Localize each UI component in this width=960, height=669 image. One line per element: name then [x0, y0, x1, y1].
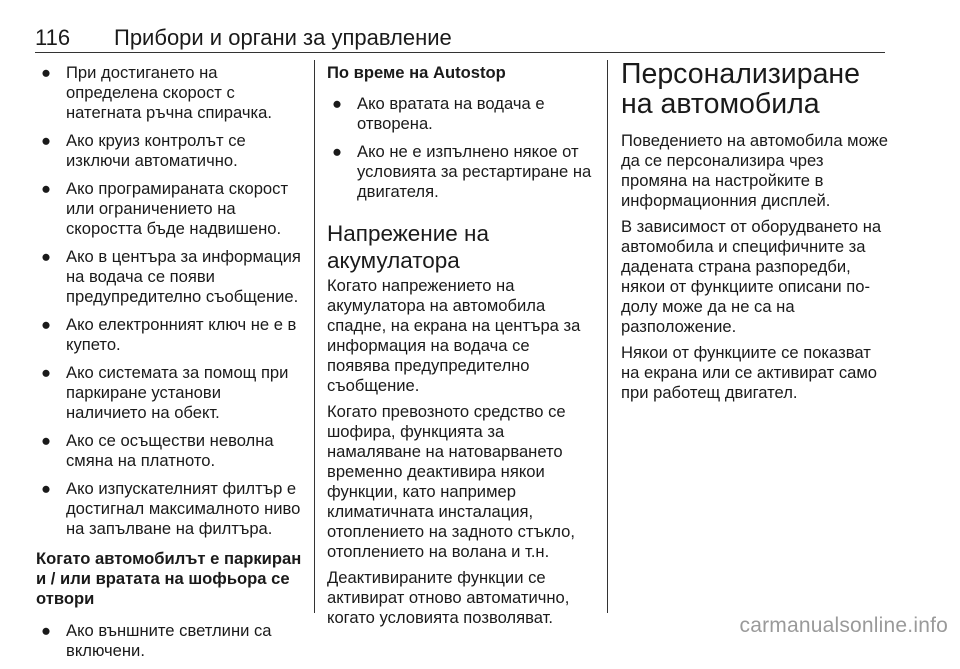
list-item: ● Ако електронният ключ не е в купето.	[41, 315, 297, 354]
list-item: ● При достигането на определена скорост с натегната ръчна спирачка.	[41, 63, 273, 122]
column-middle	[327, 63, 595, 634]
column-divider	[607, 60, 608, 613]
list-item: ● Ако в центъра за информация на водача се появи предупредително съобщение.	[41, 247, 301, 306]
page-header	[35, 26, 885, 53]
section-subheading: По време на Autostop	[327, 63, 506, 82]
list-item: ● Ако се осъществи неволна смяна на платното.	[41, 431, 274, 470]
bullet-icon: ●	[41, 63, 52, 82]
bullet-icon: ●	[332, 94, 343, 113]
list-item: ● Ако външните светлини са включени.	[41, 621, 272, 660]
bullet-icon: ●	[41, 179, 52, 198]
paragraph: Когато превозното средство се шофира, функцията за намаляване на натоварването временно деактивира някои функции, като например климатичната инсталация, отоплението на задното стъкло, отоплението на волана и т.н.	[327, 402, 575, 561]
list-item: ● Ако изпускателният филтър е достигнал максималното ниво на запълване на филтъра.	[41, 479, 301, 538]
bullet-icon: ●	[41, 363, 52, 382]
page-number: 116	[35, 25, 71, 50]
column-right	[621, 58, 891, 409]
paragraph: Когато напрежението на акумулатора на автомобила спадне, на екрана на центъра за информация на водача се появява предупредително съобщение.	[327, 276, 581, 395]
section-heading: Персонализиране на автомобила	[621, 58, 861, 120]
list-item: ● Ако круиз контролът се изключи автоматично.	[41, 131, 246, 170]
section-heading: Напрежение на акумулатора	[327, 221, 489, 273]
list-item: ● Ако програмираната скорост или ограничението на скоростта бъде надвишено.	[41, 179, 289, 238]
watermark: carmanualsonline.info	[739, 614, 948, 637]
bullet-icon: ●	[41, 131, 52, 150]
paragraph: Някои от функциите се показват на екрана или се активират само при работещ двигател.	[621, 343, 878, 402]
bullet-list	[36, 621, 302, 661]
bullet-icon: ●	[41, 479, 52, 498]
bullet-list	[36, 63, 302, 539]
paragraph: Деактивираните функции се активират отново автоматично, когато условията позволяват.	[327, 568, 570, 627]
list-item: ● Ако не е изпълнено някое от условията за рестартиране на двигателя.	[332, 142, 592, 201]
list-item: ● Ако системата за помощ при паркиране установи наличието на обект.	[41, 363, 289, 422]
bullet-icon: ●	[41, 315, 52, 334]
bullet-icon: ●	[41, 247, 52, 266]
bullet-icon: ●	[332, 142, 343, 161]
column-divider	[314, 60, 315, 613]
bullet-icon: ●	[41, 431, 52, 450]
column-left	[36, 63, 302, 669]
paragraph: Поведението на автомобила може да се персонализира чрез промяна на настройките в информационния дисплей.	[621, 131, 888, 210]
paragraph: В зависимост от оборудването на автомобила и специфичните за дадената страна разпоредби, някои от функциите описани по-долу може да не са на разположение.	[621, 217, 882, 336]
section-subheading: Когато автомобилът е паркиран и / или вратата на шофьора се отвори	[36, 549, 302, 608]
bullet-icon: ●	[41, 621, 52, 640]
chapter-title: Прибори и органи за управление	[114, 25, 452, 50]
list-item: ● Ако вратата на водача е отворена.	[332, 94, 545, 133]
bullet-list	[327, 94, 595, 202]
